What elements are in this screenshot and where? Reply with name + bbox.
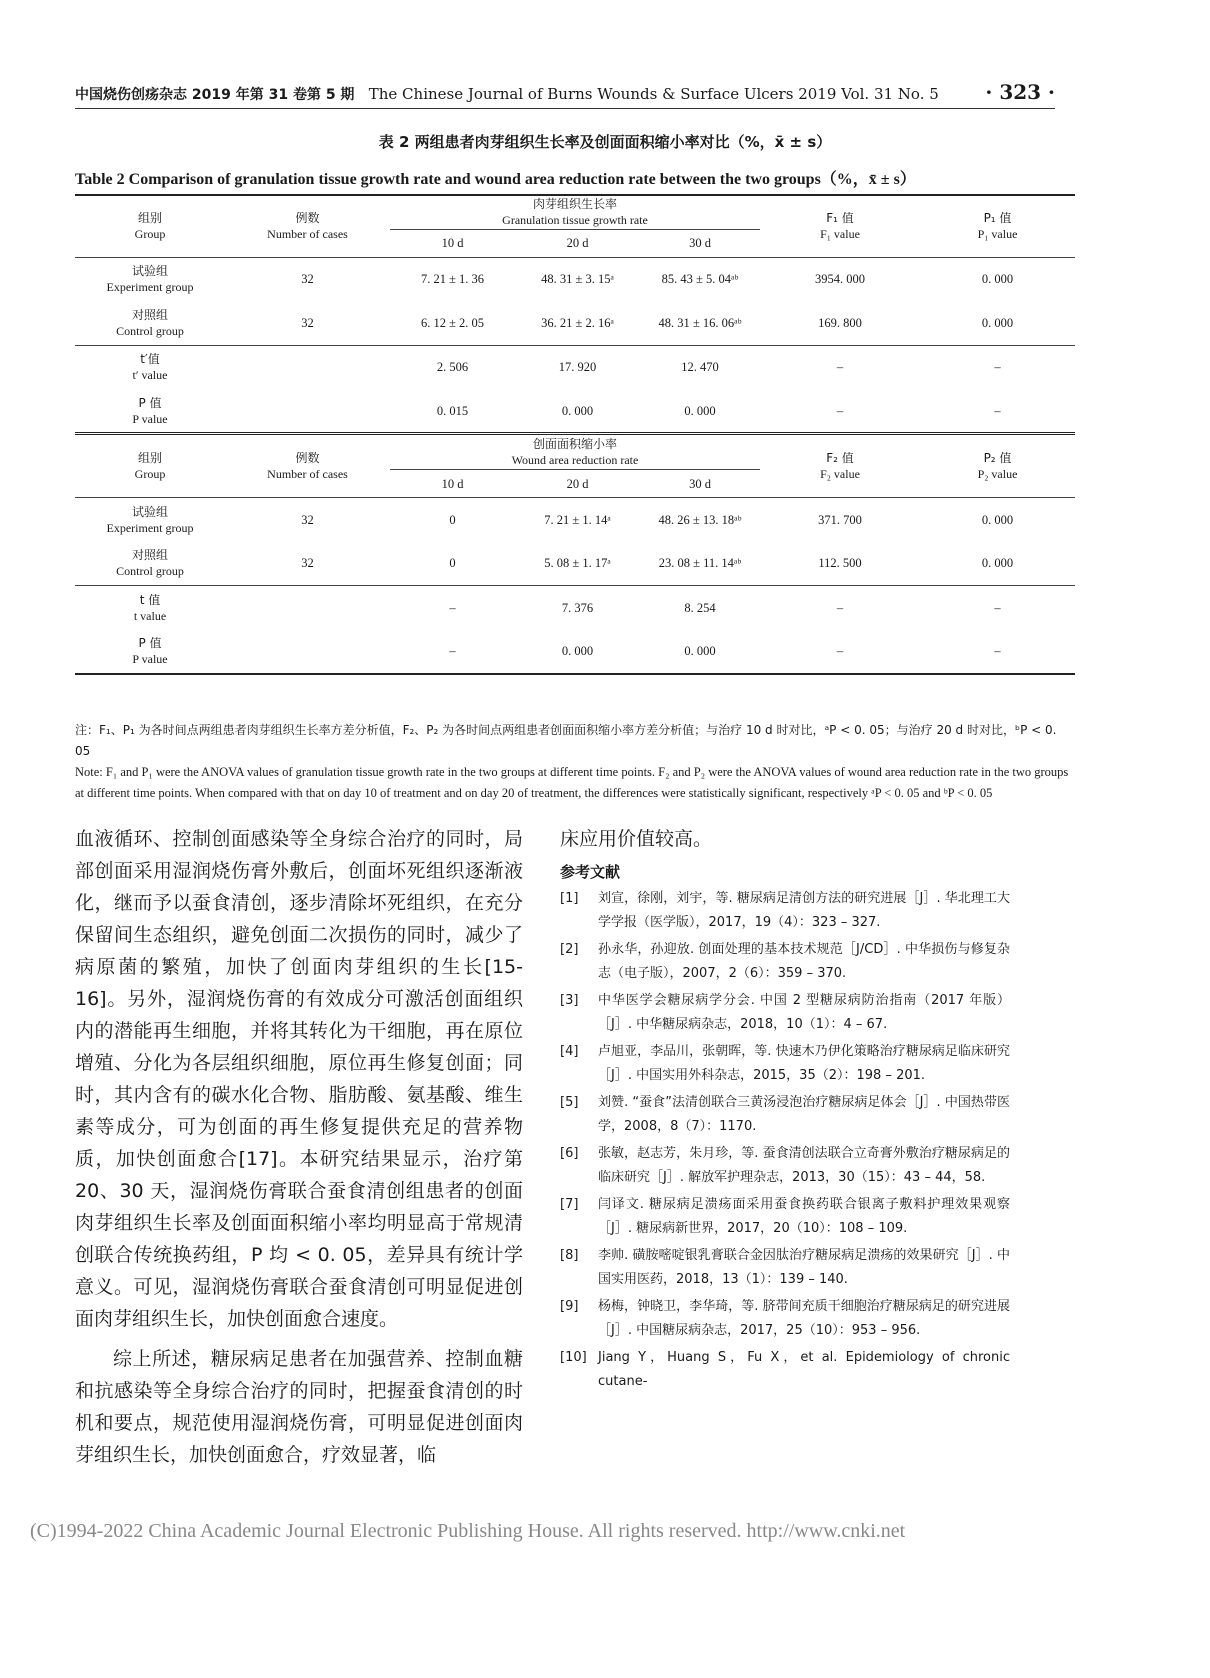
header-f1: F₁ 值 F₁ value [760, 195, 920, 257]
table-row: 试验组 Experiment group 32 7. 21 ± 1. 36 48. 31 ± 3. 15ᵃ 85. 43 ± 5. 04ᵃᵇ 3954. 000 0. 000 [106, 264, 1014, 295]
reference-item: [3] 中华医学会糖尿病学分会. 中国 2 型糖尿病防治指南（2017 年版）［J］. 中华糖尿病杂志，2018，10（1）：4 – 67. [560, 993, 1010, 1032]
header-group: 组别 Group [75, 434, 225, 498]
reference-item: [8] 李帅. 磺胺嘧啶银乳膏联合金因肽治疗糖尿病足溃疡的效果研究［J］. 中国实用医药，2018，13（1）：139 – 140. [560, 1248, 1010, 1287]
header-f2: F₂ 值 F₂ value [760, 434, 920, 498]
reference-item: [2] 孙永华，孙迎放. 创面处理的基本技术规范［J/CD］. 中华损伤与修复杂志（电子版），2007，2（6）：359 – 370. [560, 942, 1010, 981]
table-row: t 值 t value – 7. 376 8. 254 – – [133, 592, 1001, 623]
table-row: t′值 t′ value 2. 506 17. 920 12. 470 – – [132, 352, 1001, 383]
header-10d: 10 d [390, 470, 515, 498]
table-note-en: Note: F₁ and P₁ were the ANOVA values of granulation tissue growth rate in the two groups at different time points. F₂ and P₂ were the ANOVA values of wound area reduction rate in the two groups at different time points. When compared with that on day 10 of treatment and on day 20 of treatment, the differences were statistically significant, respectively ᵃP < 0. 05 and ᵇP < 0. 05 [75, 765, 1069, 800]
header-20d: 20 d [515, 470, 640, 498]
header-p1: P₁ 值 P₁ value [920, 195, 1075, 257]
header-span-wound: 创面面积缩小率 Wound area reduction rate [511, 437, 639, 467]
header-cases: 例数 Number of cases [225, 195, 390, 257]
table-caption-cn: 表 2 两组患者肉芽组织生长率及创面面积缩小率对比（%，x̄ ± s） [378, 133, 832, 151]
body-paragraph: 血液循环、控制创面感染等全身综合治疗的同时，局部创面采用湿润烧伤膏外敷后，创面坏死组织逐渐液化，继而予以蚕食清创，逐步清除坏死组织，在充分保留间生态组织，避免创面二次损伤的同时，减少了病原菌的繁殖，加快了创面肉芽组织的生长[15-16]。另外，湿润烧伤膏的有效成分可激活创面组织内的潜能再生细胞，并将其转化为干细胞，再在原位增殖、分化为各层组织细胞，原位再生修复创面；同时，其内含有的碳水化合物、脂肪酸、氨基酸、维生素等成分，可为创面的再生修复提供充足的营养物质，加快创面愈合[17]。本研究结果显示，治疗第 20、30 天，湿润烧伤膏联合蚕食清创组患者的创面肉芽组织生长率及创面面积缩小率均明显高于常规清创联合传统换药组，P 均 < 0. 05，差异具有统计学意义。可见，湿润烧伤膏联合蚕食清创可明显促进创面肉芽组织生长，加快创面愈合速度。 [75, 828, 523, 1330]
table-row: 试验组 Experiment group 32 0 7. 21 ± 1. 14ᵃ 48. 26 ± 13. 18ᵃᵇ 371. 700 0. 000 [106, 504, 1014, 535]
body-left-column [75, 823, 523, 1471]
results-table-granulation [75, 194, 1075, 433]
reference-item: [6] 张敏，赵志芳，朱月珍，等. 蚕食清创法联合立奇膏外敷治疗糖尿病足的临床研究［J］. 解放军护理杂志，2013，30（15）：43 – 44，58. [560, 1146, 1010, 1185]
header-10d: 10 d [390, 229, 515, 257]
header-30d: 30 d [640, 470, 760, 498]
header-span-granulation: 肉芽组织生长率 Granulation tissue growth rate [502, 197, 648, 228]
journal-title-cn: 中国烧伤创疡杂志 2019 年第 31 卷第 5 期 [75, 87, 355, 103]
reference-item: [10] Jiang Y，Huang S，Fu X，et al. Epidemiology of chronic cutane- [560, 1350, 1010, 1389]
header-p2: P₂ 值 P₂ value [920, 434, 1075, 498]
references-heading: 参考文献 [560, 863, 621, 881]
table-row: P 值 P value – 0. 000 0. 000 – – [75, 630, 1075, 674]
header-rule [75, 108, 1055, 109]
reference-list [560, 887, 1010, 1393]
journal-title-en: The Chinese Journal of Burns Wounds & Surface Ulcers 2019 Vol. 31 No. 5 [368, 85, 939, 103]
results-table-wound-area [75, 432, 1075, 675]
table-caption-en: Table 2 Comparison of granulation tissue growth rate and wound area reduction rate between the two groups（%，x̄ ± s） [75, 171, 916, 188]
header-group: 组别 Group [75, 195, 225, 257]
header-cases: 例数 Number of cases [225, 434, 390, 498]
table-row: 对照组 Control group 32 6. 12 ± 2. 05 36. 21 ± 2. 16ᵃ 48. 31 ± 16. 06ᵃᵇ 169. 800 0. 000 [75, 301, 1075, 345]
reference-item: [9] 杨梅，钟晓卫，李华琦，等. 脐带间充质干细胞治疗糖尿病足的研究进展［J］. 中国糖尿病杂志，2017，25（10）：953 – 956. [560, 1299, 1010, 1338]
reference-item: [7] 闫译文. 糖尿病足溃疡面采用蚕食换药联合银离子敷料护理效果观察［J］. 糖尿病新世界，2017，20（10）：108 – 109. [560, 1197, 1010, 1236]
reference-item: [5] 刘赞. “蚕食”法清创联合三黄汤浸泡治疗糖尿病足体会［J］. 中国热带医学，2008，8（7）：1170. [560, 1095, 1010, 1134]
body-paragraph-end: 床应用价值较高。 [560, 828, 713, 850]
reference-item: [4] 卢旭亚，李品川，张朝晖，等. 快速木乃伊化策略治疗糖尿病足临床研究［J］. 中国实用外科杂志，2015，35（2）：198 – 201. [560, 1044, 1010, 1083]
header-30d: 30 d [640, 229, 760, 257]
table-row: P 值 P value 0. 015 0. 000 0. 000 – – [132, 396, 1001, 426]
body-paragraph: 综上所述，糖尿病足患者在加强营养、控制血糖和抗感染等全身综合治疗的同时，把握蚕食清创的时机和要点，规范使用湿润烧伤膏，可明显促进创面肉芽组织生长，加快创面愈合，疗效显著，临 [75, 1348, 523, 1466]
header-20d: 20 d [515, 229, 640, 257]
table-note-cn: 注：F₁、P₁ 为各时间点两组患者肉芽组织生长率方差分析值，F₂、P₂ 为各时间点两组患者创面面积缩小率方差分析值；与治疗 10 d 时对比，ᵃP < 0. 05；与治疗 20 d 时对比，ᵇP < 0. 05 [75, 723, 1057, 758]
body-right-column [560, 823, 1010, 1397]
copyright-footer: (C)1994-2022 China Academic Journal Electronic Publishing House. All rights reserved. http://www.cnki.net [30, 1520, 906, 1542]
running-header [75, 84, 939, 104]
page-number: · 323 · [985, 80, 1055, 104]
reference-item: [1] 刘宣，徐刚，刘宇，等. 糖尿病足清创方法的研究进展［J］. 华北理工大学学报（医学版），2017，19（4）：323 – 327. [560, 891, 1010, 930]
table-row: 对照组 Control group 32 0 5. 08 ± 1. 17ᵃ 23. 08 ± 11. 14ᵃᵇ 112. 500 0. 000 [75, 542, 1075, 586]
